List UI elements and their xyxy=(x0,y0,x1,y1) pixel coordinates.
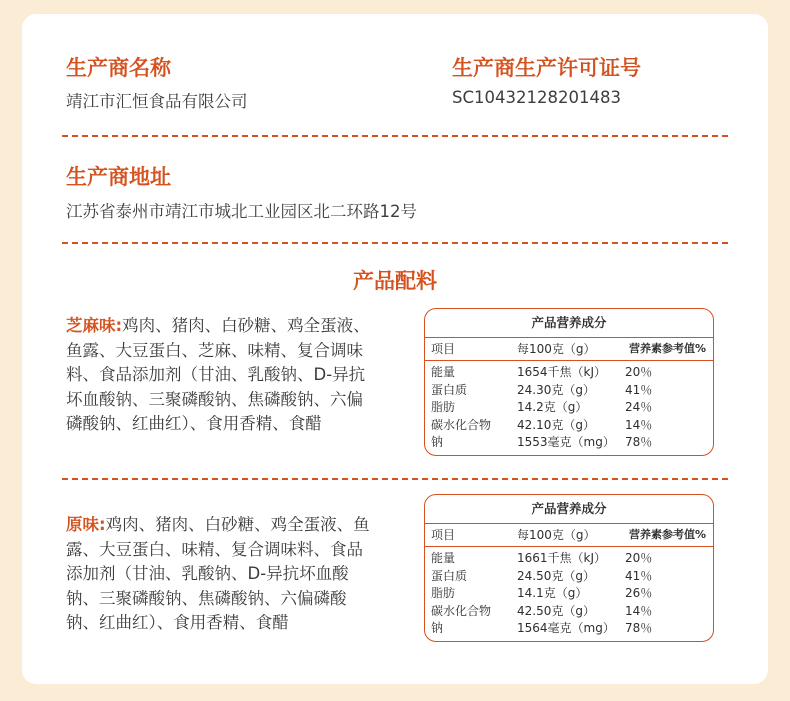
nutrient-nrv: 41％ xyxy=(625,382,653,397)
nutrient-nrv: 41％ xyxy=(625,568,653,583)
nutrient-amount: 1654千焦（kJ） xyxy=(517,365,607,379)
nutrition-row xyxy=(425,603,713,621)
nutrient-nrv: 78％ xyxy=(625,435,653,449)
nutrient-nrv: 14％ xyxy=(625,417,653,432)
nutrition-row xyxy=(425,417,713,435)
nutrition-row xyxy=(425,620,713,638)
header-nrv: 营养素参考值% xyxy=(629,528,707,541)
nutrient-amount: 1661千焦（kJ） xyxy=(517,551,607,565)
divider xyxy=(62,135,728,137)
nutrition-row xyxy=(425,568,713,586)
manufacturer-name-label: 生产商名称 xyxy=(66,56,171,80)
nutrition-table-original xyxy=(424,494,714,642)
nutrition-header-row xyxy=(425,524,713,547)
original-ingredients-text: 鸡肉、猪肉、白砂糖、鸡全蛋液、鱼露、大豆蛋白、味精、复合调味料、食品添加剂（甘油、乳酸钠、D-异抗坏血酸钠、三聚磷酸钠、焦磷酸钠、六偏磷酸钠、红曲红）、食用香精、食醋 xyxy=(66,515,370,632)
original-ingredients xyxy=(66,513,372,636)
nutrient-nrv: 14％ xyxy=(625,603,653,618)
nutrient-name: 蛋白质 xyxy=(431,382,468,397)
nutrient-amount: 1564毫克（mg） xyxy=(517,621,615,635)
divider xyxy=(62,242,728,244)
nutrition-row xyxy=(425,434,713,452)
nutrient-nrv: 20％ xyxy=(625,551,653,565)
nutrient-nrv: 20％ xyxy=(625,365,653,379)
sesame-ingredients-text: 鸡肉、猪肉、白砂糖、鸡全蛋液、鱼露、大豆蛋白、芝麻、味精、复合调味料、食品添加剂（甘油、乳酸钠、D-异抗坏血酸钠、三聚磷酸钠、焦磷酸钠、六偏磷酸钠、红曲红）、食用香精、食醋 xyxy=(66,316,370,433)
manufacturer-name-value: 靖江市汇恒食品有限公司 xyxy=(66,92,248,111)
label-card xyxy=(22,14,768,684)
nutrition-row xyxy=(425,364,713,382)
nutrition-row xyxy=(425,550,713,568)
nutrient-name: 钠 xyxy=(431,621,444,635)
nutrient-name: 能量 xyxy=(431,365,456,379)
nutrient-name: 钠 xyxy=(431,435,444,449)
nutrient-nrv: 24％ xyxy=(625,400,653,414)
nutrient-name: 碳水化合物 xyxy=(431,417,492,432)
nutrient-amount: 14.2克（g） xyxy=(517,400,588,414)
header-per100g: 每100克（g） xyxy=(517,528,596,542)
nutrient-name: 碳水化合物 xyxy=(431,603,492,618)
nutrient-name: 能量 xyxy=(431,551,456,565)
nutrient-name: 脂肪 xyxy=(431,586,456,600)
nutrient-name: 蛋白质 xyxy=(431,568,468,583)
nutrient-amount: 14.1克（g） xyxy=(517,586,588,600)
license-value: SC10432128201483 xyxy=(452,88,621,107)
nutrition-title: 产品营养成分 xyxy=(425,309,713,338)
sesame-flavor-name: 芝麻味: xyxy=(66,316,123,335)
nutrition-row xyxy=(425,382,713,400)
header-item: 项目 xyxy=(431,528,456,542)
nutrient-amount: 42.50克（g） xyxy=(517,603,595,618)
ingredients-title: 产品配料 xyxy=(353,269,437,293)
nutrition-row xyxy=(425,585,713,603)
header-nrv: 营养素参考值% xyxy=(629,342,707,355)
address-value: 江苏省泰州市靖江市城北工业园区北二环路12号 xyxy=(66,202,417,221)
nutrient-amount: 1553毫克（mg） xyxy=(517,435,615,449)
nutrient-amount: 42.10克（g） xyxy=(517,417,595,432)
header-per100g: 每100克（g） xyxy=(517,342,596,356)
nutrition-row xyxy=(425,399,713,417)
nutrition-table-sesame xyxy=(424,308,714,456)
nutrient-nrv: 78％ xyxy=(625,621,653,635)
original-flavor-name: 原味: xyxy=(66,515,106,534)
divider xyxy=(62,478,728,480)
nutrient-nrv: 26％ xyxy=(625,586,653,600)
nutrient-name: 脂肪 xyxy=(431,400,456,414)
sesame-ingredients xyxy=(66,314,372,437)
address-label: 生产商地址 xyxy=(66,165,171,189)
nutrient-amount: 24.30克（g） xyxy=(517,382,595,397)
nutrient-amount: 24.50克（g） xyxy=(517,568,595,583)
nutrition-header-row xyxy=(425,338,713,361)
nutrition-title: 产品营养成分 xyxy=(425,495,713,524)
header-item: 项目 xyxy=(431,342,456,356)
license-label: 生产商生产许可证号 xyxy=(452,56,641,80)
